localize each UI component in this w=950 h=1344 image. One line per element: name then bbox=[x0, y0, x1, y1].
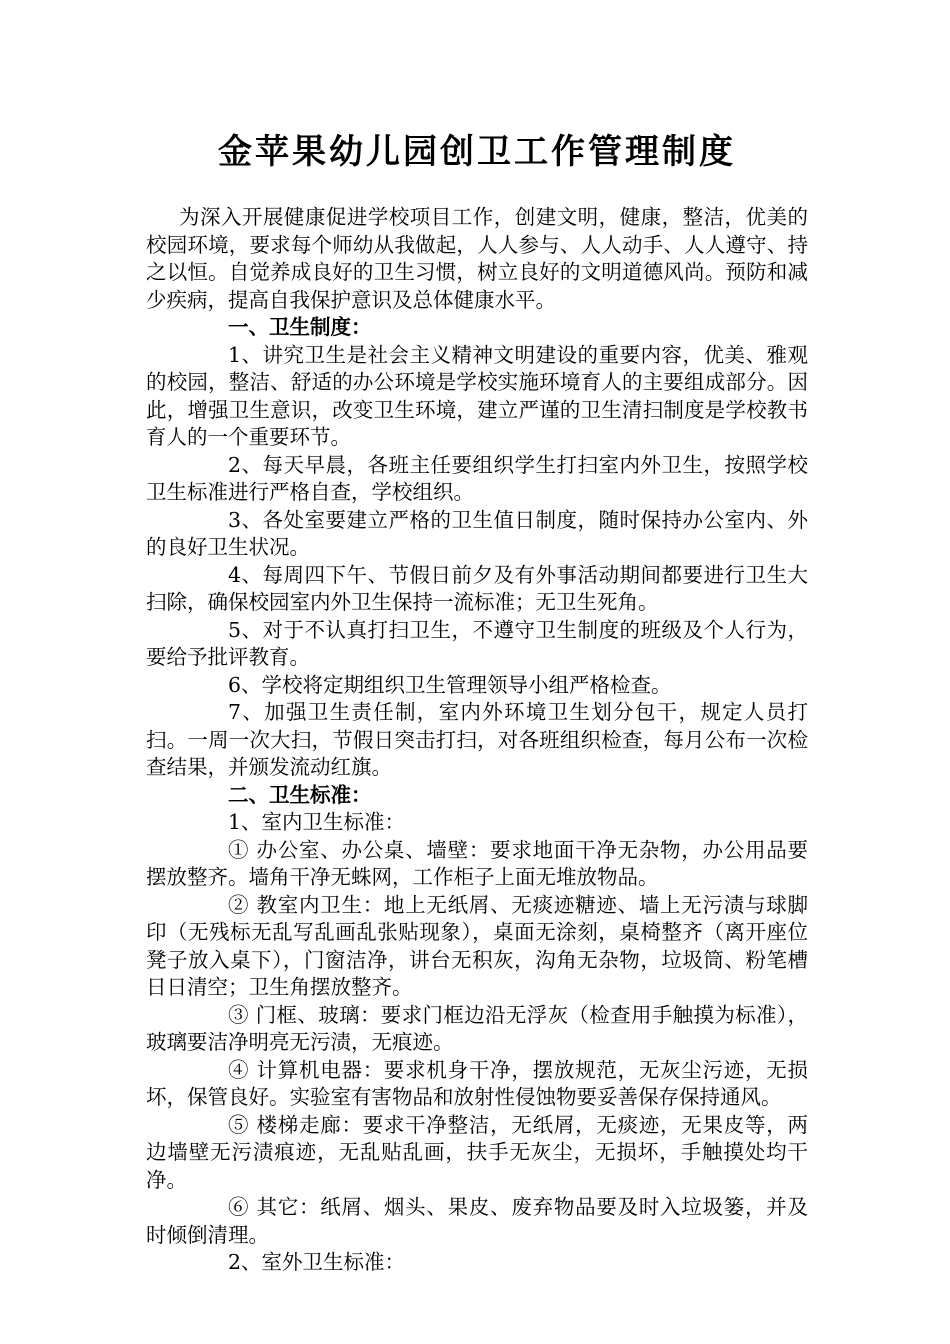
document-page bbox=[146, 118, 808, 1277]
subheading-outdoor-standards: 2、室外卫生标准： bbox=[228, 1250, 406, 1274]
rule-item-4: 4、每周四下午、节假日前夕及有外事活动期间都要进行卫生大扫除，确保校园室内外卫生保持一流标准；无卫生死角。 bbox=[146, 562, 808, 614]
standard-item-3: ③ 门框、玻璃：要求门框边沿无浮灰（检查用手触摸为标准），玻璃要洁净明亮无污渍，无痕迹。 bbox=[146, 1002, 808, 1054]
standard-item-4: ④ 计算机电器：要求机身干净，摆放规范，无灰尘污迹，无损坏，保管良好。实验室有害物品和放射性侵蚀物要妥善保存保持通风。 bbox=[146, 1057, 808, 1109]
document-title: 金苹果幼儿园创卫工作管理制度 bbox=[218, 132, 736, 172]
intro-paragraph: 为深入开展健康促进学校项目工作，创建文明，健康，整洁，优美的校园环境，要求每个师幼从我做起，人人参与、人人动手、人人遵守、持之以恒。自觉养成良好的卫生习惯，树立良好的文明道德风尚。预防和减少疾病，提高自我保护意识及总体健康水平。 bbox=[146, 205, 808, 312]
section-heading-hygiene-system: 一、卫生制度： bbox=[228, 315, 372, 339]
rule-item-1: 1、讲究卫生是社会主义精神文明建设的重要内容，优美、雅观的校园，整洁、舒适的办公环境是学校实施环境育人的主要组成部分。因此，增强卫生意识，改变卫生环境，建立严谨的卫生清扫制度是学校教书育人的一个重要环节。 bbox=[146, 342, 808, 449]
rule-item-2: 2、每天早晨，各班主任要组织学生打扫室内外卫生，按照学校卫生标准进行严格自查，学校组织。 bbox=[146, 452, 808, 504]
subheading-indoor-standards: 1、室内卫生标准： bbox=[228, 810, 406, 834]
standard-item-1: ① 办公室、办公桌、墙壁：要求地面干净无杂物，办公用品要摆放整齐。墙角干净无蛛网，工作柜子上面无堆放物品。 bbox=[146, 837, 808, 889]
rule-item-7: 7、加强卫生责任制，室内外环境卫生划分包干，规定人员打扫。一周一次大扫，节假日突击打扫，对各班组织检查，每月公布一次检查结果，并颁发流动红旗。 bbox=[146, 700, 808, 779]
rule-item-3: 3、各处室要建立严格的卫生值日制度，随时保持办公室内、外的良好卫生状况。 bbox=[146, 507, 808, 559]
rule-item-5: 5、对于不认真打扫卫生，不遵守卫生制度的班级及个人行为，要给予批评教育。 bbox=[146, 617, 808, 669]
standard-item-2: ② 教室内卫生：地上无纸屑、无痰迹糖迹、墙上无污渍与球脚印（无残标无乱写乱画乱张贴现象），桌面无涂刻，桌椅整齐（离开座位凳子放入桌下），门窗洁净，讲台无积灰，沟角无杂物，垃圾筒、粉笔槽日日清空；卫生角摆放整齐。 bbox=[146, 892, 808, 999]
standard-item-5: ⑤ 楼梯走廊：要求干净整洁，无纸屑，无痰迹，无果皮等，两边墙壁无污渍痕迹，无乱贴乱画，扶手无灰尘，无损坏，手触摸处均干净。 bbox=[146, 1112, 808, 1192]
rule-item-6: 6、学校将定期组织卫生管理领导小组严格检查。 bbox=[228, 672, 672, 697]
standard-item-6: ⑥ 其它：纸屑、烟头、果皮、废弃物品要及时入垃圾篓，并及时倾倒清理。 bbox=[146, 1195, 808, 1247]
section-heading-hygiene-standards: 二、卫生标准： bbox=[228, 782, 372, 807]
